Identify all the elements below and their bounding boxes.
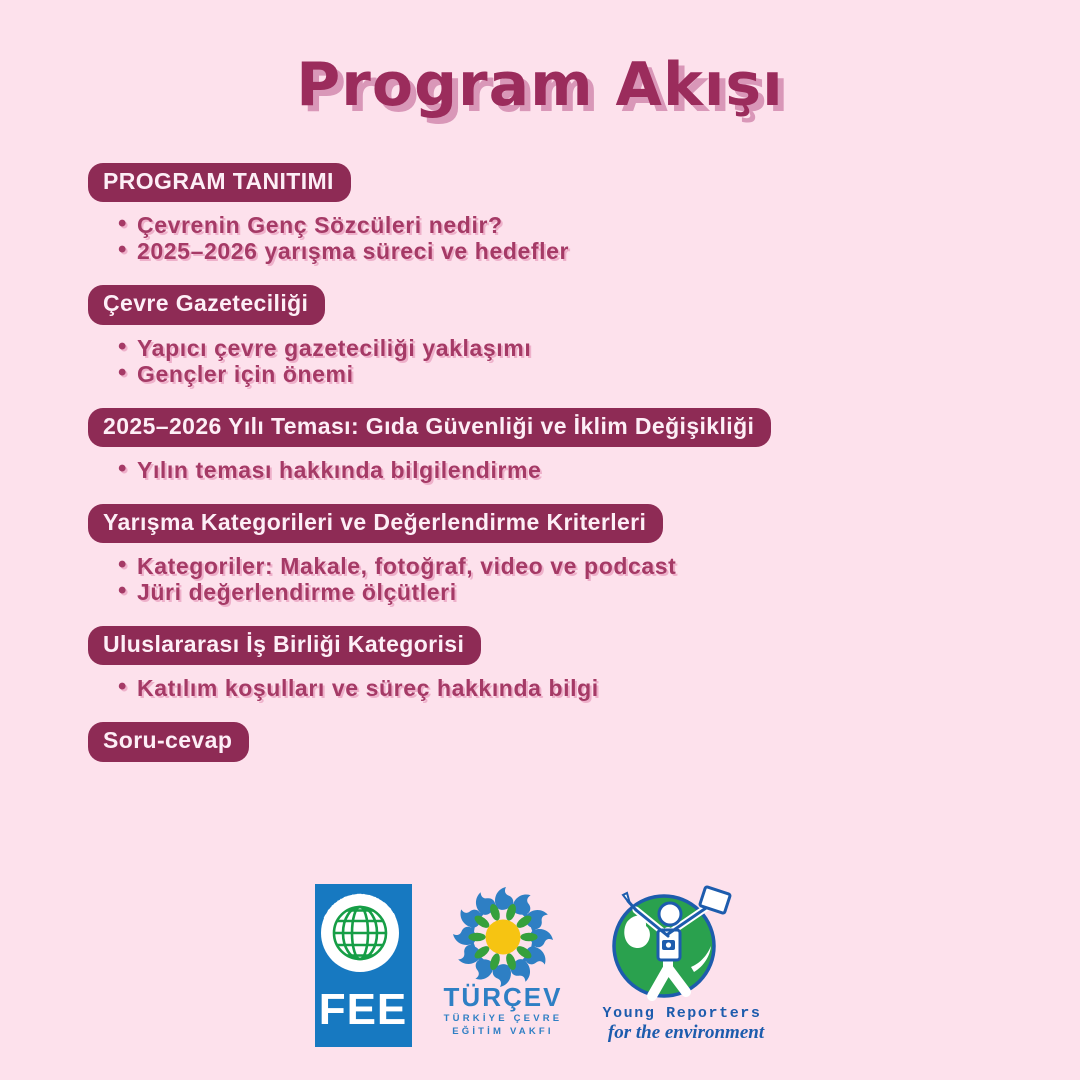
bullet-list — [88, 457, 1030, 483]
agenda-section-yarisma-kategorileri — [88, 504, 1030, 605]
section-header-pill — [88, 626, 481, 665]
agenda-section-program-tanitimi — [88, 163, 1030, 264]
section-header-pill — [88, 285, 325, 324]
bullet-list — [88, 212, 1030, 264]
section-header-label: Çevre Gazeteciliği — [103, 290, 309, 317]
section-header-pill — [88, 408, 771, 447]
agenda-section-uluslararasi — [88, 626, 1030, 701]
yre-line2: for the environment — [607, 1022, 764, 1043]
yre-logo — [594, 884, 766, 1044]
bullet-item: • Katılım koşulları ve süreç hakkında bilgi — [137, 675, 1030, 701]
turcev-logo — [436, 884, 570, 1036]
section-header-label: Yarışma Kategorileri ve Değerlendirme Kriterleri — [103, 508, 647, 535]
bullet-item: • Jüri değerlendirme ölçütleri — [137, 579, 1030, 605]
section-header-label: Uluslararası İş Birliği Kategorisi — [103, 631, 465, 658]
agenda-section-yili-temasi — [88, 408, 1030, 483]
pencil-icon — [623, 893, 630, 904]
yre-line1: Young Reporters — [601, 1005, 762, 1022]
turcev-name: TÜRÇEV — [443, 982, 562, 1012]
bullet-item: • 2025–2026 yarışma süreci ve hedefler — [137, 238, 1030, 264]
sun-icon — [485, 920, 520, 955]
bullet-list — [88, 335, 1030, 387]
turcev-subtitle-1: TÜRKİYE ÇEVRE — [443, 1013, 562, 1024]
bullet-list — [88, 675, 1030, 701]
section-header-pill — [88, 504, 663, 543]
bullet-list — [88, 553, 1030, 605]
bullet-item: • Yılın teması hakkında bilgilendirme — [137, 457, 1030, 483]
fee-logo — [315, 884, 412, 1047]
agenda-list — [88, 163, 1030, 783]
section-header-label: PROGRAM TANITIMI — [103, 168, 334, 194]
turcev-subtitle-2: EĞİTİM VAKFI — [451, 1026, 554, 1036]
agenda-section-cevre-gazeteciligi — [88, 285, 1030, 386]
fee-arc-top-text: FOUNDATION FOR — [321, 891, 398, 922]
partner-logos — [0, 884, 1080, 1047]
bullet-item: • Kategoriler: Makale, fotoğraf, video ve podcast — [137, 553, 1030, 579]
section-header-label: 2025–2026 Yılı Teması: Gıda Güvenliği ve İklim Değişikliği — [103, 412, 755, 439]
section-header-pill — [88, 163, 351, 202]
bullet-item: • Yapıcı çevre gazeteciliği yaklaşımı — [137, 335, 1030, 361]
section-header-pill — [88, 722, 249, 761]
fee-label: FEE — [318, 985, 407, 1034]
page-title: Program Akışı — [296, 50, 784, 120]
agenda-section-soru-cevap — [88, 722, 1030, 761]
bullet-item: • Gençler için önemi — [137, 361, 1030, 387]
bullet-item: • Çevrenin Genç Sözcüleri nedir? — [137, 212, 1030, 238]
fee-arc-bottom-text: ENVIROMENTAL EDUCATION — [321, 935, 398, 972]
section-header-label: Soru-cevap — [103, 727, 233, 754]
